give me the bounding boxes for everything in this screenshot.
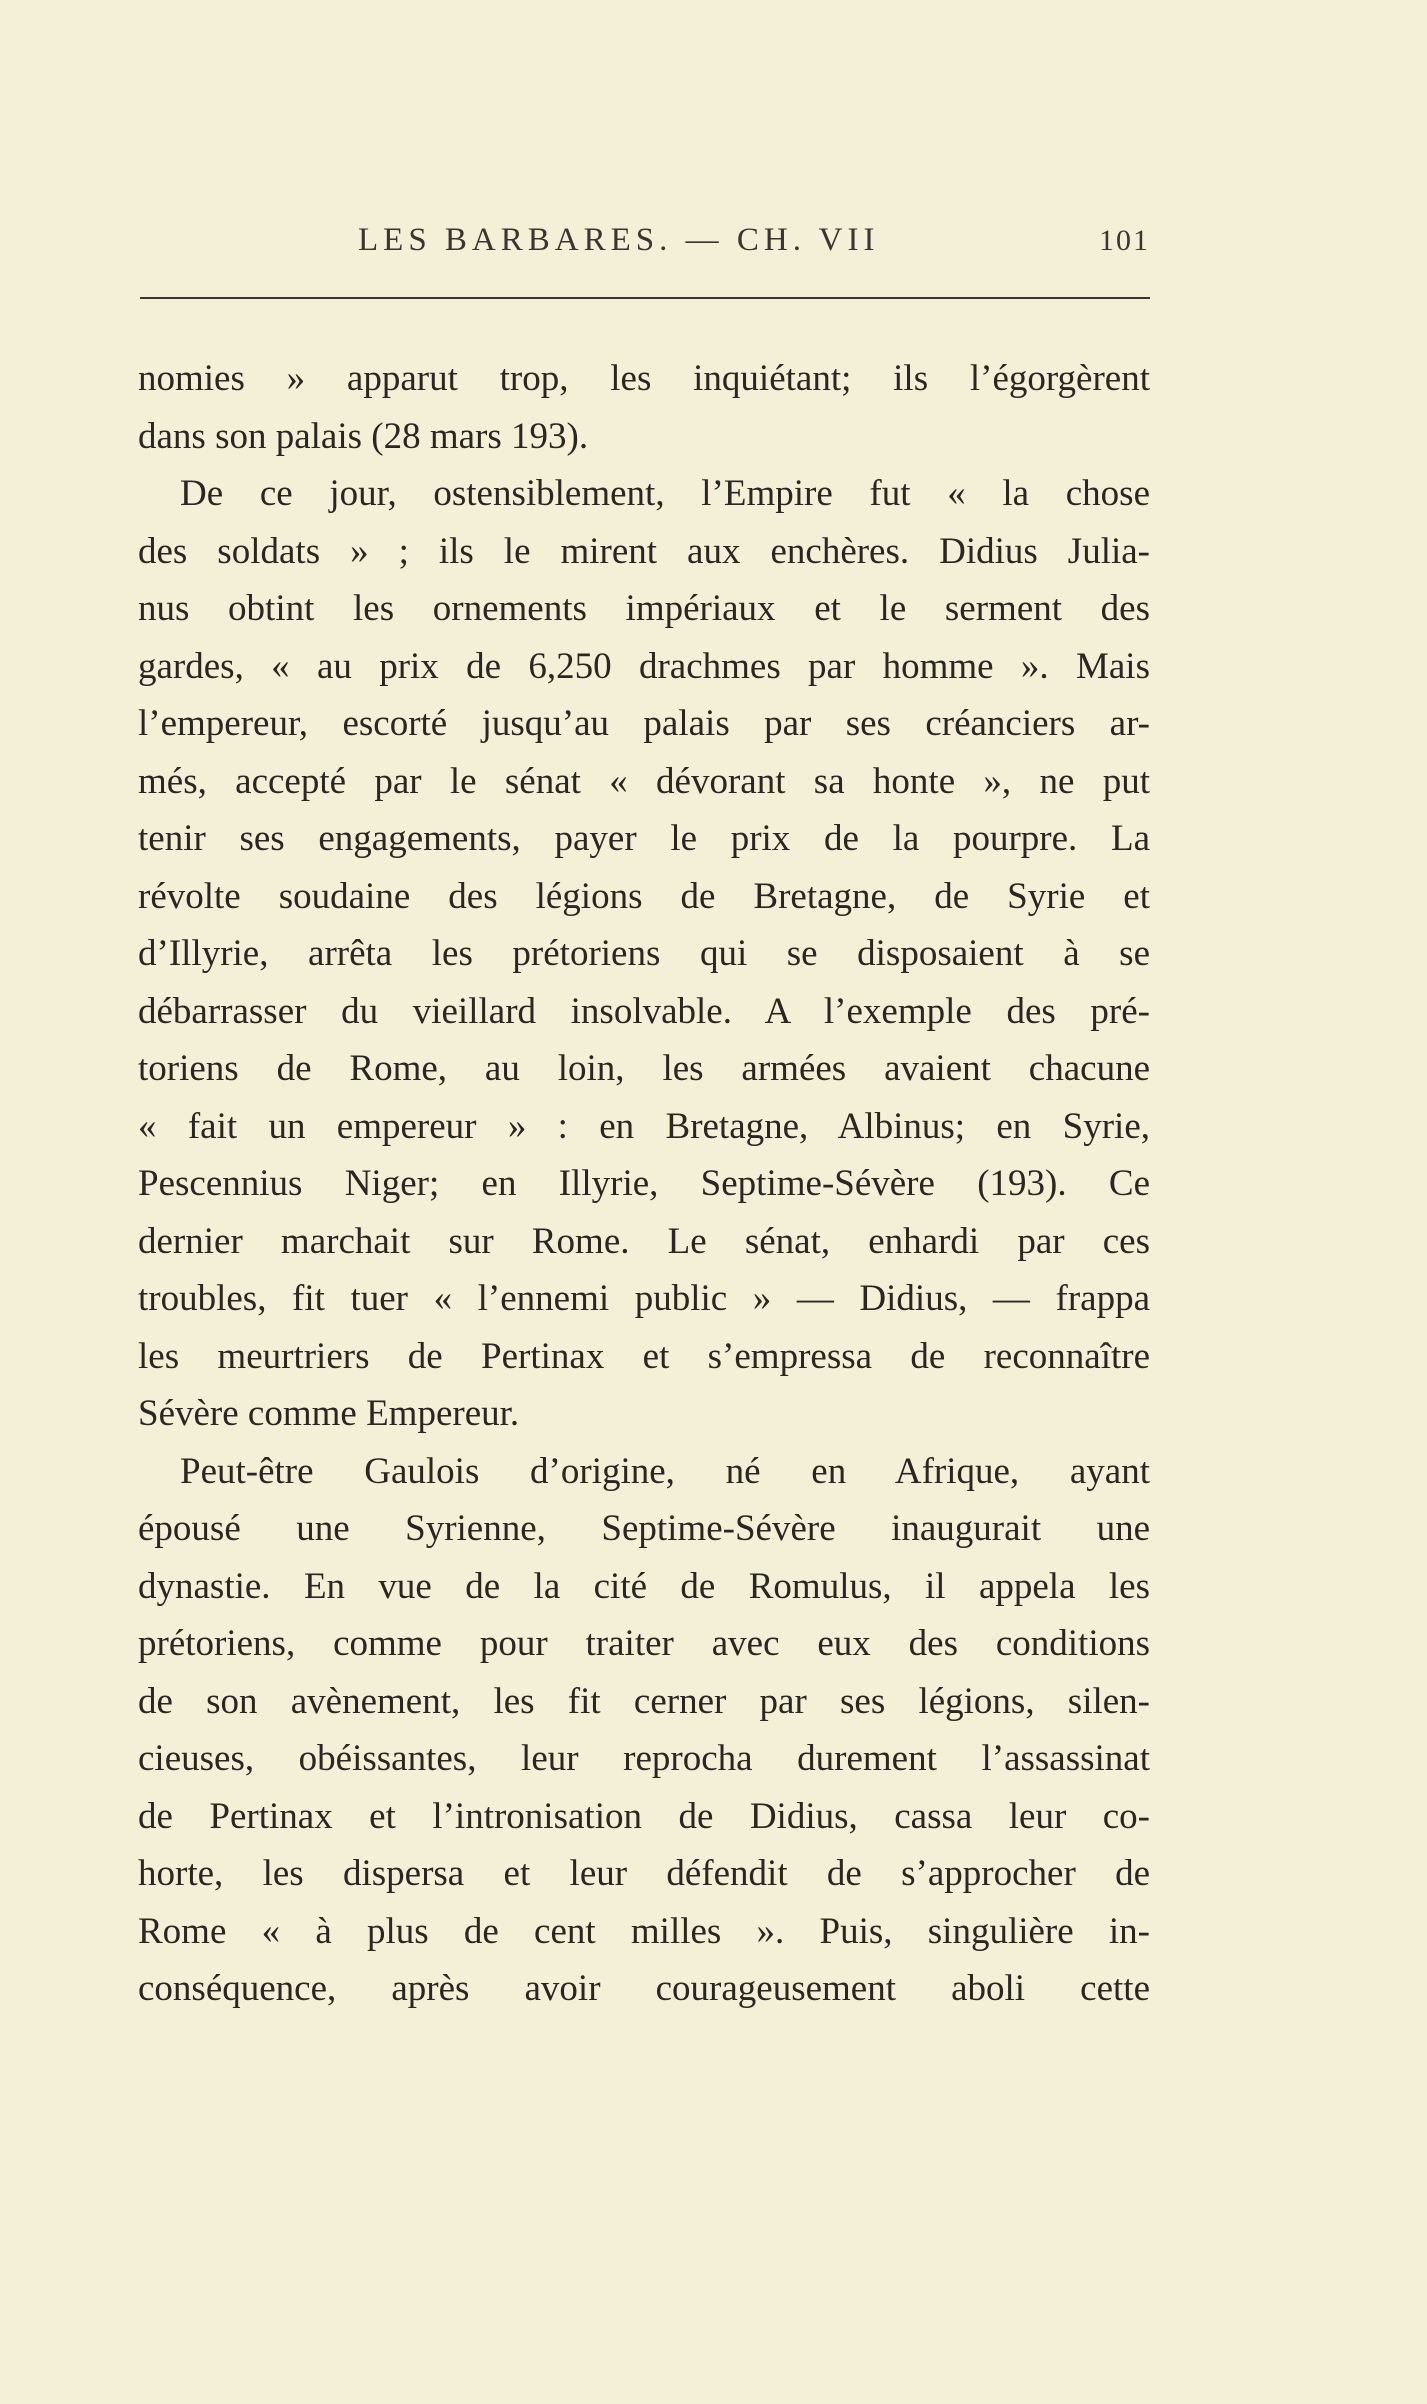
text-line: Sévère comme Empereur.	[138, 1393, 520, 1434]
text-line: toriens de Rome, au loin, les armées avaient chacune	[138, 1048, 1150, 1089]
text-line: révolte soudaine des légions de Bretagne, de Syrie et	[138, 875, 1150, 917]
text-line: gardes, « au prix de 6,250 drachmes par homme ». Mais	[138, 645, 1150, 687]
body-text	[138, 350, 1150, 2018]
text-line: d’Illyrie, arrêta les prétoriens qui se disposaient à se	[138, 933, 1150, 974]
text-line: « fait un empereur » : en Bretagne, Albinus; en Syrie,	[138, 1105, 1150, 1147]
text-line: l’empereur, escorté jusqu’au palais par ses créanciers ar-	[138, 703, 1150, 744]
text-line: épousé une Syrienne, Septime-Sévère inaugurait une	[138, 1508, 1150, 1549]
text-line: nus obtint les ornements impériaux et le serment des	[138, 588, 1150, 629]
text-line: dernier marchait sur Rome. Le sénat, enhardi par ces	[138, 1220, 1150, 1262]
text-line: Pescennius Niger; en Illyrie, Septime-Sévère (193). Ce	[138, 1163, 1150, 1204]
text-line: de Pertinax et l’intronisation de Didius, cassa leur co-	[138, 1795, 1150, 1837]
running-title: LES BARBARES. — CH. VII	[358, 222, 880, 258]
text-line: débarrasser du vieillard insolvable. A l’exemple des pré-	[138, 990, 1150, 1032]
text-line: dans son palais (28 mars 193).	[138, 415, 589, 457]
text-line: des soldats » ; ils le mirent aux enchères. Didius Julia-	[138, 530, 1150, 572]
running-head	[140, 222, 1150, 272]
header-rule	[140, 297, 1150, 299]
text-line: troubles, fit tuer « l’ennemi public » — Didius, — frappa	[138, 1278, 1150, 1319]
text-line: nomies » apparut trop, les inquiétant; ils l’égorgèrent	[138, 358, 1150, 399]
page-number: 101	[1099, 224, 1150, 257]
text-line: de son avènement, les fit cerner par ses légions, silen-	[138, 1680, 1150, 1722]
text-line: horte, les dispersa et leur défendit de s’approcher de	[138, 1853, 1150, 1894]
text-line: tenir ses engagements, payer le prix de la pourpre. La	[138, 818, 1150, 859]
text-line: Rome « à plus de cent milles ». Puis, singulière in-	[138, 1910, 1150, 1952]
text-line: De ce jour, ostensiblement, l’Empire fut « la chose	[180, 473, 1150, 514]
text-line: les meurtriers de Pertinax et s’empressa de reconnaître	[138, 1335, 1150, 1377]
text-line: més, accepté par le sénat « dévorant sa honte », ne put	[138, 760, 1150, 802]
text-line: cieuses, obéissantes, leur reprocha durement l’assassinat	[138, 1738, 1150, 1779]
text-line: conséquence, après avoir courageusement aboli cette	[138, 1968, 1150, 2009]
text-line: dynastie. En vue de la cité de Romulus, il appela les	[138, 1565, 1150, 1607]
text-line: Peut-être Gaulois d’origine, né en Afrique, ayant	[180, 1450, 1150, 1492]
text-line: prétoriens, comme pour traiter avec eux des conditions	[138, 1623, 1150, 1664]
